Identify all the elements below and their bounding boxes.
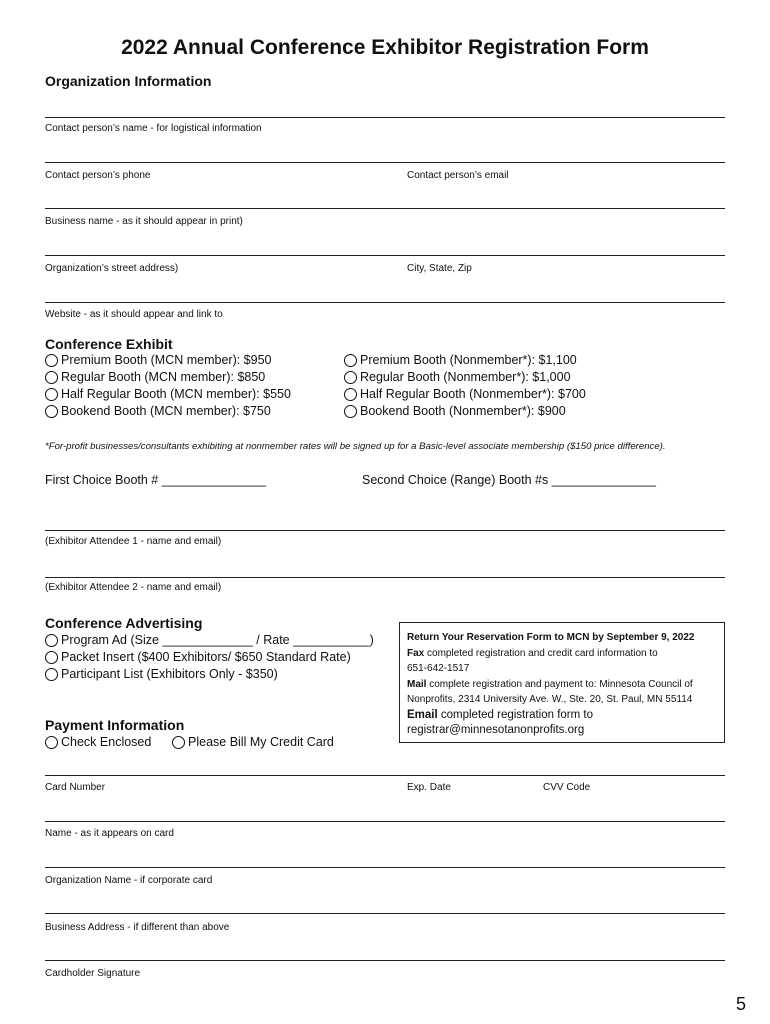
business-address-line[interactable] [45,913,725,914]
name-on-card-label: Name - as it appears on card [45,828,174,839]
website-line[interactable] [45,302,725,303]
option-label: Half Regular Booth (MCN member): $550 [61,387,291,401]
contact-email-label: Contact person’s email [407,170,509,181]
ad-option-packet-insert[interactable] [45,650,351,664]
option-label: Packet Insert ($400 Exhibitors/ $650 Standard Rate) [61,650,351,664]
payment-heading: Payment Information [45,717,185,733]
radio-button[interactable] [344,388,357,401]
attendee1-label: (Exhibitor Attendee 1 - name and email) [45,536,222,547]
ad-option-program-ad[interactable] [45,633,374,647]
exhibit-option-regular-member[interactable] [45,370,265,384]
signature-line[interactable] [45,960,725,961]
address-line[interactable] [45,255,725,256]
attendee2-line[interactable] [45,577,725,578]
contact-phone-label: Contact person’s phone [45,170,151,181]
org-info-heading: Organization Information [45,73,212,89]
radio-button[interactable] [45,354,58,367]
radio-button[interactable] [344,405,357,418]
page-title: 2022 Annual Conference Exhibitor Registration Form [121,36,649,59]
exhibit-option-premium-member[interactable] [45,353,271,367]
option-label: Program Ad (Size _____________ / Rate ___________) [61,633,374,647]
payment-option-check[interactable] [45,735,151,749]
card-number-label: Card Number [45,782,106,793]
radio-button[interactable] [45,388,58,401]
return-instructions-box [399,622,725,743]
radio-button[interactable] [172,736,185,749]
mail-label: Mail [407,678,427,690]
second-choice-booth-field[interactable]: Second Choice (Range) Booth #s _______________ [362,473,656,487]
radio-button[interactable] [45,405,58,418]
contact-name-label: Contact person’s name - for logistical information [45,123,262,134]
nonmember-note: *For-profit businesses/consultants exhibiting at nonmember rates will be signed up for a Basic-level associate membership ($150 price difference). [45,441,666,452]
fax-text: completed registration and credit card information to [424,647,658,659]
website-label: Website - as it should appear and link to [45,309,223,320]
page-number: 5 [735,994,746,1014]
radio-button[interactable] [45,371,58,384]
option-label: Participant List (Exhibitors Only - $350) [61,667,278,681]
option-label: Regular Booth (MCN member): $850 [61,370,266,384]
radio-button[interactable] [45,668,58,681]
radio-button[interactable] [45,736,58,749]
exhibit-option-regular-nonmember[interactable] [344,370,571,384]
attendee2-label: (Exhibitor Attendee 2 - name and email) [45,582,222,593]
option-label: Premium Booth (MCN member): $950 [61,353,272,367]
name-on-card-line[interactable] [45,821,725,822]
contact-name-line[interactable] [45,117,725,118]
radio-button[interactable] [45,634,58,647]
mail-text: complete registration and payment to: Minnesota Council of [426,678,693,690]
option-label: Bookend Booth (MCN member): $750 [61,404,271,418]
email-address: registrar@minnesotanonprofits.org [407,724,585,736]
fax-number: 651-642-1517 [407,663,470,674]
option-label: Please Bill My Credit Card [188,735,334,749]
attendee1-line[interactable] [45,530,725,531]
business-name-label: Business name - as it should appear in print) [45,216,243,227]
return-deadline: Return Your Reservation Form to MCN by September 9, 2022 [407,632,695,643]
radio-button[interactable] [45,651,58,664]
ad-option-participant-list[interactable] [45,667,278,681]
contact-phone-email-line[interactable] [45,162,725,163]
exhibit-heading: Conference Exhibit [45,336,173,352]
city-state-zip-label: City, State, Zip [407,263,472,274]
exhibit-option-bookend-nonmember[interactable] [344,404,566,418]
exp-date-label: Exp. Date [407,782,451,793]
radio-button[interactable] [344,354,357,367]
card-number-line[interactable] [45,775,725,776]
option-label: Half Regular Booth (Nonmember*): $700 [360,387,586,401]
advertising-heading: Conference Advertising [45,615,203,631]
fax-label: Fax [407,647,425,659]
exhibit-option-half-member[interactable] [45,387,291,401]
mail-address: Nonprofits, 2314 University Ave. W., Ste. 20, St. Paul, MN 55114 [407,694,693,705]
cvv-label: CVV Code [543,782,591,793]
option-label: Bookend Booth (Nonmember*): $900 [360,404,566,418]
option-label: Regular Booth (Nonmember*): $1,000 [360,370,571,384]
first-choice-booth-field[interactable]: First Choice Booth # _______________ [45,473,266,487]
business-name-line[interactable] [45,208,725,209]
option-label: Premium Booth (Nonmember*): $1,100 [360,353,577,367]
org-name-line[interactable] [45,867,725,868]
email-label: Email [407,708,438,721]
street-address-label: Organization’s street address) [45,263,179,274]
option-label: Check Enclosed [61,735,152,749]
exhibit-option-half-nonmember[interactable] [344,387,586,401]
business-address-label: Business Address - if different than above [45,922,230,933]
payment-option-credit-card[interactable] [172,735,334,749]
exhibit-option-premium-nonmember[interactable] [344,353,577,367]
email-text: completed registration form to [437,708,594,721]
radio-button[interactable] [344,371,357,384]
org-name-label: Organization Name - if corporate card [45,875,213,886]
signature-label: Cardholder Signature [45,968,141,979]
exhibit-option-bookend-member[interactable] [45,404,271,418]
